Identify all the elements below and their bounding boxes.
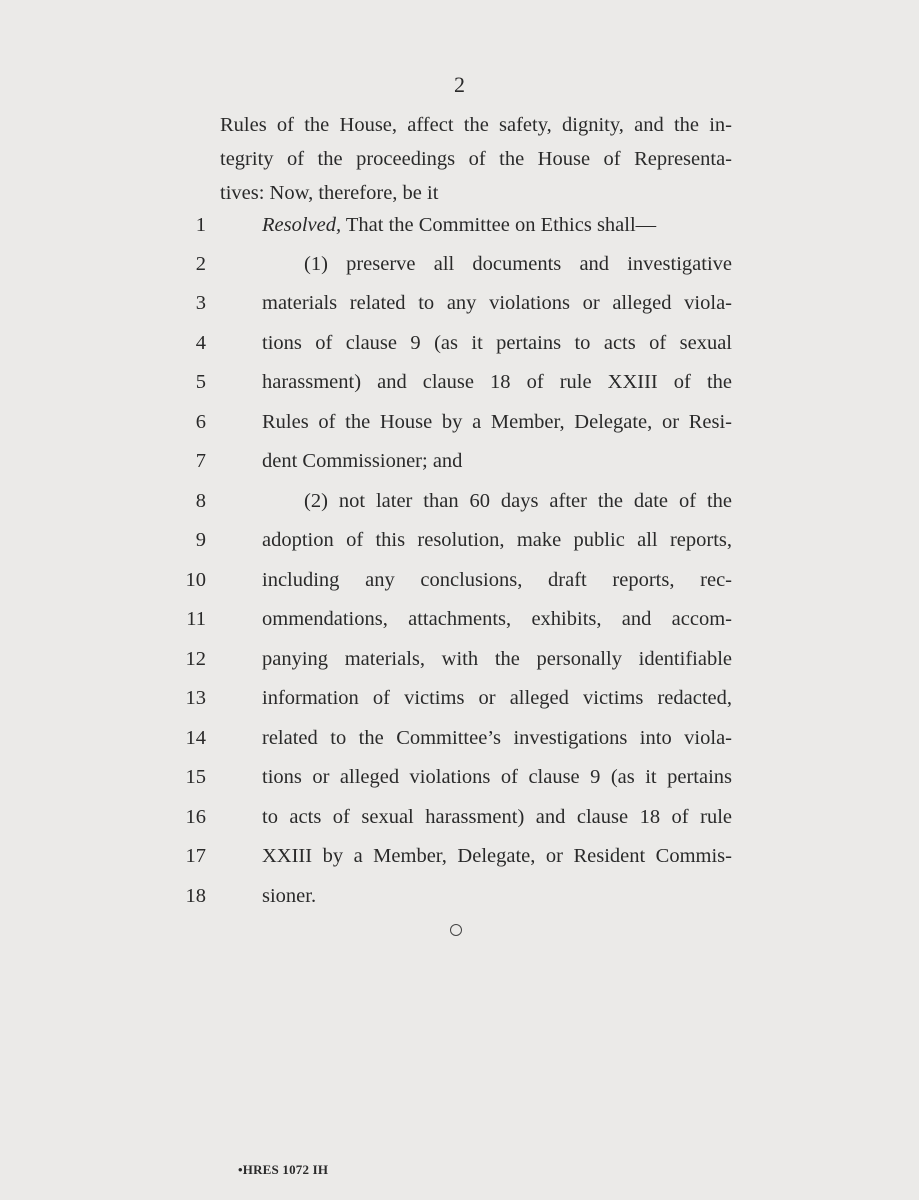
body-line: harassment) and clause 18 of rule XXIII of the <box>262 371 732 393</box>
line-number: 13 <box>185 687 206 709</box>
line-number: 14 <box>185 727 206 749</box>
resolved-text: That the Committee on Ethics shall— <box>341 214 657 236</box>
body-line: adoption of this resolution, make public all reports, <box>262 529 732 551</box>
body-line: information of victims or alleged victims redacted, <box>262 687 732 709</box>
line-number: 18 <box>185 885 206 907</box>
line-number: 12 <box>185 648 206 670</box>
line-number: 16 <box>185 806 206 828</box>
body-line: dent Commissioner; and <box>262 450 463 472</box>
body-line: tions or alleged violations of clause 9 (as it pertains <box>262 766 732 788</box>
line-number: 9 <box>195 529 206 551</box>
body-line: panying materials, with the personally identifiable <box>262 648 732 670</box>
page-number: 2 <box>454 72 465 97</box>
preamble-line: tives: Now, therefore, be it <box>220 182 439 204</box>
end-of-document-mark <box>450 924 462 936</box>
line-number: 3 <box>195 292 206 314</box>
line-number: 6 <box>195 411 206 433</box>
resolved-label: Resolved, <box>262 214 342 236</box>
line-number: 15 <box>185 766 206 788</box>
body-line: tions of clause 9 (as it pertains to acts of sexual <box>262 332 732 354</box>
body-line: including any conclusions, draft reports, rec- <box>262 569 732 591</box>
preamble-line: tegrity of the proceedings of the House of Representa- <box>220 148 732 170</box>
preamble-line: Rules of the House, affect the safety, dignity, and the in- <box>220 114 732 136</box>
document-footer-id: •HRES 1072 IH <box>238 1162 329 1177</box>
body-line: (1) preserve all documents and investigative <box>304 253 732 275</box>
line-number: 7 <box>195 450 206 472</box>
body-line: sioner. <box>262 885 317 907</box>
line-number: 17 <box>185 845 206 867</box>
body-line: Rules of the House by a Member, Delegate, or Resi- <box>262 411 732 433</box>
body-line: related to the Committee’s investigations into viola- <box>262 727 732 749</box>
line-number: 1 <box>195 214 206 236</box>
resolved-clause <box>262 212 732 238</box>
body-line: (2) not later than 60 days after the date of the <box>304 490 732 512</box>
body-line: ommendations, attachments, exhibits, and accom- <box>262 608 732 630</box>
body-line: to acts of sexual harassment) and clause 18 of rule <box>262 806 732 828</box>
body-line: materials related to any violations or alleged viola- <box>262 292 732 314</box>
line-number: 4 <box>195 332 206 354</box>
line-number: 10 <box>185 569 206 591</box>
line-number: 5 <box>195 371 206 393</box>
body-line: XXIII by a Member, Delegate, or Resident Commis- <box>262 845 732 867</box>
line-number: 2 <box>195 253 206 275</box>
line-number: 8 <box>195 490 206 512</box>
line-number: 11 <box>186 608 206 630</box>
